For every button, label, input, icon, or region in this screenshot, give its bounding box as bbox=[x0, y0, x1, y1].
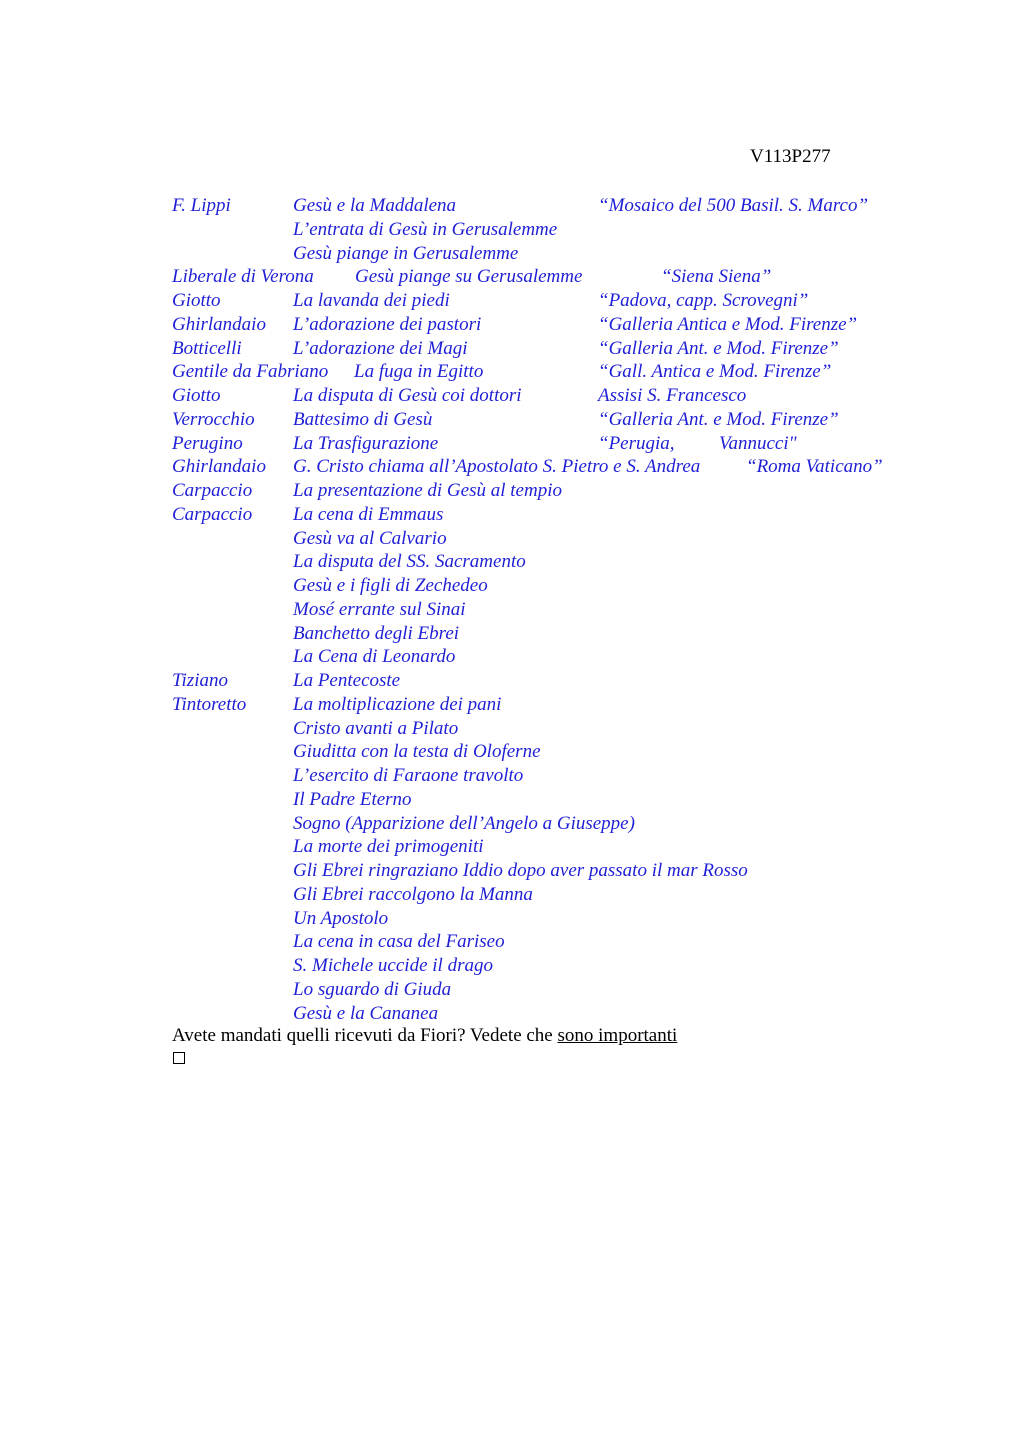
list-item bbox=[172, 1002, 1002, 1026]
list-item bbox=[172, 360, 1002, 384]
artwork-title: La fuga in Egitto bbox=[354, 361, 484, 383]
artwork-title: L’adorazione dei pastori bbox=[293, 313, 482, 335]
artwork-title: Banchetto degli Ebrei bbox=[293, 622, 460, 644]
artwork-location: “Galleria Ant. e Mod. Firenze” bbox=[598, 408, 839, 430]
artwork-title: La Trasfigurazione bbox=[293, 432, 439, 454]
artwork-location: “Roma Vaticano” bbox=[746, 456, 883, 478]
artwork-title: Cristo avanti a Pilato bbox=[293, 717, 459, 739]
list-item bbox=[172, 764, 1002, 788]
artist-name: Carpaccio bbox=[172, 503, 253, 525]
artwork-title: Sogno (Apparizione dell’Angelo a Giuseppe) bbox=[293, 812, 635, 834]
artwork-title: La morte dei primogeniti bbox=[293, 836, 484, 858]
list-item bbox=[172, 384, 1002, 408]
artwork-title: Gesù piange in Gerusalemme bbox=[293, 242, 519, 264]
list-item bbox=[172, 194, 1002, 218]
artwork-location-detail: Vannucci" bbox=[719, 432, 797, 454]
list-item bbox=[172, 669, 1002, 693]
artwork-location: “Perugia, bbox=[598, 432, 675, 454]
artist-name: F. Lippi bbox=[172, 195, 231, 216]
list-item bbox=[172, 337, 1002, 361]
list-item bbox=[172, 479, 1002, 503]
artist-name: Gentile da Fabriano bbox=[172, 361, 329, 383]
artwork-location: “Gall. Antica e Mod. Firenze” bbox=[598, 361, 832, 383]
list-item bbox=[172, 978, 1002, 1002]
artwork-title: Gesù e la Maddalena bbox=[293, 195, 457, 216]
artwork-title: La cena in casa del Fariseo bbox=[293, 931, 505, 953]
artist-name: Ghirlandaio bbox=[172, 456, 266, 478]
list-item bbox=[172, 907, 1002, 931]
artwork-title: Il Padre Eterno bbox=[293, 788, 412, 810]
artist-name: Giotto bbox=[172, 385, 221, 406]
list-item bbox=[172, 550, 1002, 574]
list-item bbox=[172, 954, 1002, 978]
list-item bbox=[172, 622, 1002, 646]
artwork-location: “Siena Siena” bbox=[661, 266, 772, 288]
page-reference-code: V113P277 bbox=[750, 146, 831, 167]
list-item bbox=[172, 740, 1002, 764]
artwork-title: La disputa di Gesù coi dottori bbox=[293, 385, 522, 406]
list-item bbox=[172, 218, 1002, 242]
artwork-location: “Mosaico del 500 Basil. S. Marco” bbox=[598, 195, 869, 216]
checkbox-icon bbox=[173, 1052, 185, 1064]
list-item bbox=[172, 432, 1002, 456]
artwork-title: La disputa del SS. Sacramento bbox=[293, 551, 526, 573]
artwork-title: La Cena di Leonardo bbox=[293, 646, 456, 668]
artist-name: Perugino bbox=[172, 432, 243, 454]
artwork-title: L’adorazione dei Magi bbox=[293, 337, 468, 359]
artist-name: Ghirlandaio bbox=[172, 313, 266, 335]
closing-note bbox=[172, 1024, 677, 1048]
artwork-location: Assisi S. Francesco bbox=[598, 385, 747, 406]
list-item bbox=[172, 693, 1002, 717]
list-item bbox=[172, 408, 1002, 432]
artwork-title: La cena di Emmaus bbox=[293, 503, 444, 525]
artwork-location: “Padova, capp. Scrovegni” bbox=[598, 290, 809, 311]
list-item bbox=[172, 835, 1002, 859]
artist-name: Verrocchio bbox=[172, 408, 255, 430]
artwork-title: L’esercito di Faraone travolto bbox=[293, 765, 524, 786]
artwork-title: Lo sguardo di Giuda bbox=[293, 978, 452, 1000]
list-item bbox=[172, 455, 1002, 479]
list-item bbox=[172, 812, 1002, 836]
artwork-title: Mosé errante sul Sinai bbox=[293, 598, 466, 620]
list-item bbox=[172, 645, 1002, 669]
artwork-title: L’entrata di Gesù in Gerusalemme bbox=[293, 218, 558, 240]
artwork-title: Un Apostolo bbox=[293, 907, 389, 929]
artwork-title: Battesimo di Gesù bbox=[293, 408, 433, 430]
artwork-location: “Galleria Antica e Mod. Firenze” bbox=[598, 313, 858, 335]
closing-note-text: Avete mandati quelli ricevuti da Fiori? Vedete che bbox=[172, 1025, 558, 1046]
list-item bbox=[172, 883, 1002, 907]
artwork-title: G. Cristo chiama all’Apostolato S. Pietro e S. Andrea bbox=[293, 456, 701, 478]
artist-name: Tiziano bbox=[172, 670, 228, 691]
list-item bbox=[172, 242, 1002, 266]
closing-note-underlined: sono importanti bbox=[557, 1025, 678, 1046]
artwork-title: Gesù e i figli di Zechedeo bbox=[293, 575, 488, 596]
artist-name: Botticelli bbox=[172, 337, 242, 359]
artwork-location: “Galleria Ant. e Mod. Firenze” bbox=[598, 337, 839, 359]
list-item bbox=[172, 859, 1002, 883]
list-item bbox=[172, 503, 1002, 527]
artwork-title: La lavanda dei piedi bbox=[293, 290, 450, 311]
list-item bbox=[172, 788, 1002, 812]
artist-name: Giotto bbox=[172, 290, 221, 311]
artwork-title: Gesù piange su Gerusalemme bbox=[355, 266, 583, 288]
artwork-title: Gesù va al Calvario bbox=[293, 527, 447, 549]
list-item bbox=[172, 930, 1002, 954]
artwork-list bbox=[172, 194, 1002, 1025]
list-item bbox=[172, 574, 1002, 598]
list-item bbox=[172, 717, 1002, 741]
artwork-title: Gli Ebrei raccolgono la Manna bbox=[293, 883, 533, 905]
list-item bbox=[172, 289, 1002, 313]
list-item bbox=[172, 265, 1002, 289]
artist-name: Liberale di Verona bbox=[172, 266, 314, 288]
artwork-title: La Pentecoste bbox=[293, 670, 401, 691]
artist-name: Carpaccio bbox=[172, 480, 253, 501]
artwork-title: La presentazione di Gesù al tempio bbox=[293, 480, 562, 501]
list-item bbox=[172, 598, 1002, 622]
list-item bbox=[172, 313, 1002, 337]
artwork-title: Giuditta con la testa di Oloferne bbox=[293, 741, 541, 763]
artwork-title: La moltiplicazione dei pani bbox=[293, 693, 502, 715]
artwork-title: S. Michele uccide il drago bbox=[293, 955, 493, 976]
list-item bbox=[172, 527, 1002, 551]
artist-name: Tintoretto bbox=[172, 693, 247, 715]
artwork-title: Gli Ebrei ringraziano Iddio dopo aver passato il mar Rosso bbox=[293, 860, 748, 881]
artwork-title: Gesù e la Cananea bbox=[293, 1002, 439, 1024]
